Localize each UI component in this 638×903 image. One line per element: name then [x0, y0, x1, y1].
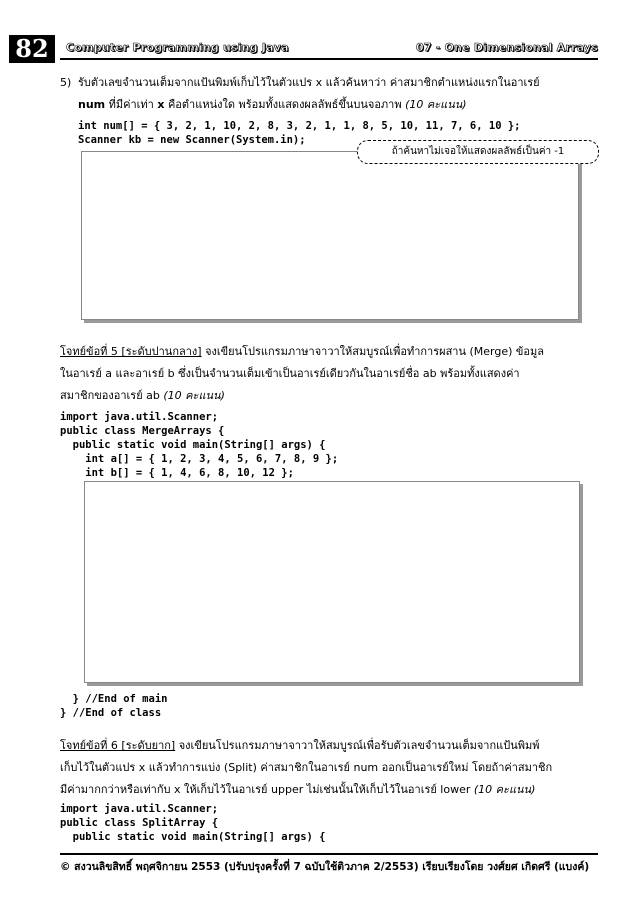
ex5-end-main: } //End of main [60, 693, 168, 705]
q5-score: (10 คะแนน) [405, 98, 467, 111]
footer-text: © สงวนลิขสิทธิ์ พฤศจิกายน 2553 (ปรับปรุงครั้งที่ 7 ฉบับใช้ติวภาค 2/2553) เรียบเรียงโดย วงศ์ยศ เกิดศรี (แบงค์) [60, 861, 590, 873]
ex5-score: (10 คะแนน) [163, 389, 225, 402]
ex5-code-line-3: public static void main(String[] args) { [60, 439, 326, 451]
q5-number: 5) [60, 76, 72, 89]
q5-line2 [78, 94, 598, 116]
ex6-code-line-3: public static void main(String[] args) { [60, 831, 326, 843]
ex5-prompt [60, 341, 600, 407]
ex5-code-line-4: int a[] = { 1, 2, 3, 4, 5, 6, 7, 8, 9 }; [60, 453, 339, 465]
page-header [0, 0, 638, 70]
q5-answer-box[interactable] [81, 151, 579, 320]
q5-code-line-1: int num[] = { 3, 2, 1, 10, 2, 8, 3, 2, 1, 1, 8, 5, 10, 11, 7, 6, 10 }; [78, 120, 521, 132]
ex5-code-line-1: import java.util.Scanner; [60, 411, 219, 423]
ex5-line1 [60, 341, 600, 363]
ex6-label: โจทย์ข้อที่ 6 [ระดับยาก] [60, 739, 176, 752]
ex5-line3 [60, 385, 600, 407]
page-number: 82 [9, 35, 55, 63]
ex6-prompt [60, 735, 600, 801]
q5-code-line-2: Scanner kb = new Scanner(System.in); [78, 134, 306, 146]
q5-var-num: num [78, 98, 106, 111]
ex5-text3: สมาชิกของอาเรย์ ab [60, 389, 164, 402]
ex5-end-class: } //End of class [60, 707, 162, 719]
ex6-code-line-2: public class SplitArray { [60, 817, 219, 829]
ex6-line2: เก็บไว้ในตัวแปร x แล้วทำการแบ่ง (Split) ค่าสมาชิกในอาเรย์ num ออกเป็นอาเรย์ใหม่ โดยถ้าค่าสมาชิก [60, 761, 553, 774]
ex6-line1 [60, 735, 600, 757]
ex6-text1: จงเขียนโปรแกรมภาษาจาวาให้สมบูรณ์เพื่อรับตัวเลขจำนวนเต็มจากแป้นพิมพ์ [175, 739, 540, 752]
ex5-code-line-5: int b[] = { 1, 4, 6, 8, 10, 12 }; [60, 467, 294, 479]
q5-text [78, 72, 598, 116]
ex5-code-line-2: public class MergeArrays { [60, 425, 225, 437]
footer-rule [60, 853, 598, 855]
header-title: Computer Programming using Java [66, 41, 289, 54]
q5-callout: ถ้าค้นหาไม่เจอให้แสดงผลลัพธ์เป็นค่า -1 [357, 140, 599, 164]
header-chapter: 07 - One Dimensional Arrays [416, 41, 598, 54]
q5-line2-d: คือตำแหน่งใด พร้อมทั้งแสดงผลลัพธ์ขึ้นบนจอภาพ [164, 98, 406, 111]
ex5-line2: ในอาเรย์ a และอาเรย์ b ซึ่งเป็นจำนวนเต็มเข้าเป็นอาเรย์เดียวกันในอาเรย์ชื่อ ab พร้อมทั้งแสดงค่า [60, 367, 520, 380]
ex6-score: (10 คะแนน) [473, 783, 536, 796]
q5-line1: รับตัวเลขจำนวนเต็มจากแป้นพิมพ์เก็บไว้ในตัวแปร x แล้วค้นหาว่า ค่าสมาชิกตำแหน่งแรกในอาเรย์ [78, 76, 540, 89]
q5-var-x: x [157, 98, 165, 111]
ex6-line3 [60, 779, 600, 801]
ex5-answer-box[interactable] [84, 481, 580, 683]
q5-line2-b: ที่มีค่าเท่า [105, 98, 158, 111]
ex5-label: โจทย์ข้อที่ 5 [ระดับปานกลาง] [60, 345, 202, 358]
ex6-code-line-1: import java.util.Scanner; [60, 803, 219, 815]
ex6-text3: มีค่ามากกว่าหรือเท่ากับ x ให้เก็บไว้ในอาเรย์ upper ไม่เช่นนั้นให้เก็บไว้ในอาเรย์ lower [60, 783, 474, 796]
header-rule [60, 58, 598, 60]
ex5-text1: จงเขียนโปรแกรมภาษาจาวาให้สมบูรณ์เพื่อทำการผสาน (Merge) ข้อมูล [201, 345, 545, 358]
